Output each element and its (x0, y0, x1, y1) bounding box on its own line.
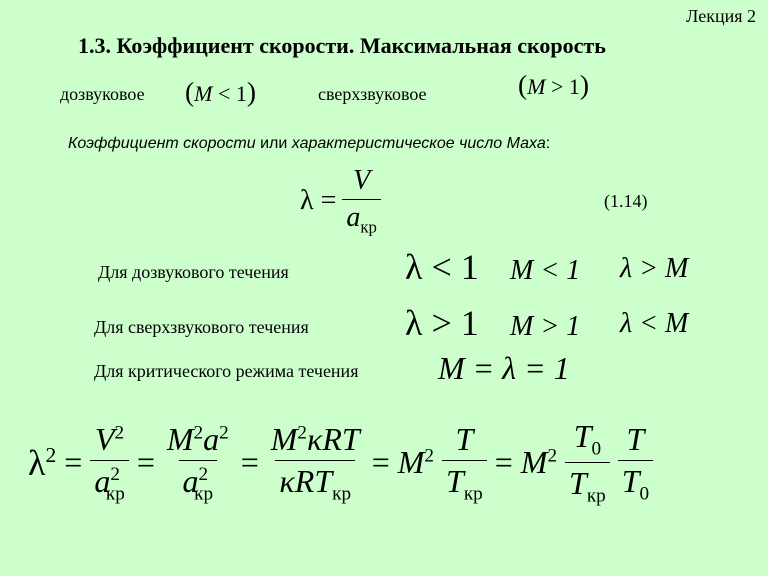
equation-number: (1.14) (604, 191, 648, 211)
case-supersonic-lambda: λ > 1 (405, 303, 479, 343)
fraction-t-tkr: $\frac{T}{T_{кр}}$ (442, 421, 487, 505)
fraction-v-akr: $\frac{V}{a_{кр}}$ (342, 165, 381, 238)
case-supersonic-relation: λ < M (620, 308, 689, 339)
m-squared-2: $M^2$ (520, 444, 558, 481)
definition-text: Коэффициент скорости или характеристическое число Маха: (68, 135, 551, 152)
subsonic-label: дозвуковое (60, 84, 145, 104)
case-subsonic-M: M < 1 (510, 255, 581, 286)
lambda-squared: $\lambda^2$ (28, 442, 57, 483)
fraction-t-t0: $\frac{T}{T_0}$ (618, 421, 653, 505)
critical-equation: M = λ = 1 (438, 350, 570, 386)
subsonic-condition: (M < 1) (185, 76, 257, 107)
case-supersonic-label: Для сверхзвукового течения (94, 317, 309, 337)
case-supersonic-M: M > 1 (510, 311, 581, 342)
lecture-label: Лекция 2 (686, 6, 756, 26)
critical-label: Для критического режима течения (94, 361, 359, 381)
formula-lambda: λ = $\frac{V}{a_{кр}}$ (300, 165, 381, 238)
fraction-t0-tkr: $\frac{T_0}{T_{кр}}$ (565, 418, 610, 508)
m-squared: $M^2$ (397, 444, 435, 481)
fraction-m2a2-akr2: $\frac{M^2a^2}{a^2_{кр}}$ (166, 420, 229, 505)
fraction-m2krt-krtkr: $\frac{M^2\kappa RT}{\kappa RT_{кр}}$ (270, 420, 360, 505)
case-subsonic-lambda: λ < 1 (405, 247, 479, 287)
definition-term-2: характеристическое число Маха (291, 135, 546, 152)
case-subsonic-relation: λ > M (620, 253, 689, 284)
big-formula: $\lambda^2$ = $\frac{V^2}{a^2_{кр}}$ = $\frac{M^2a^2}{a^2_{кр}}$ = $\frac{M^2\kappa RT}{\kappa RT_{кр}}$ = $M^2$ $\frac{T}{T_{кр}}$ = $M^2$ $\frac{T_0}{T_{кр}}$ $\frac{T}{T_0}$ (28, 418, 653, 508)
supersonic-condition: (M > 1) (518, 69, 590, 100)
case-subsonic-label: Для дозвукового течения (98, 262, 289, 282)
supersonic-label: сверхзвуковое (318, 84, 427, 104)
fraction-v2-akr2: $\frac{V^2}{a^2_{кр}}$ (90, 421, 129, 505)
page-title: 1.3. Коэффициент скорости. Максимальная скорость (78, 33, 606, 58)
definition-term: Коэффициент скорости (68, 135, 256, 152)
